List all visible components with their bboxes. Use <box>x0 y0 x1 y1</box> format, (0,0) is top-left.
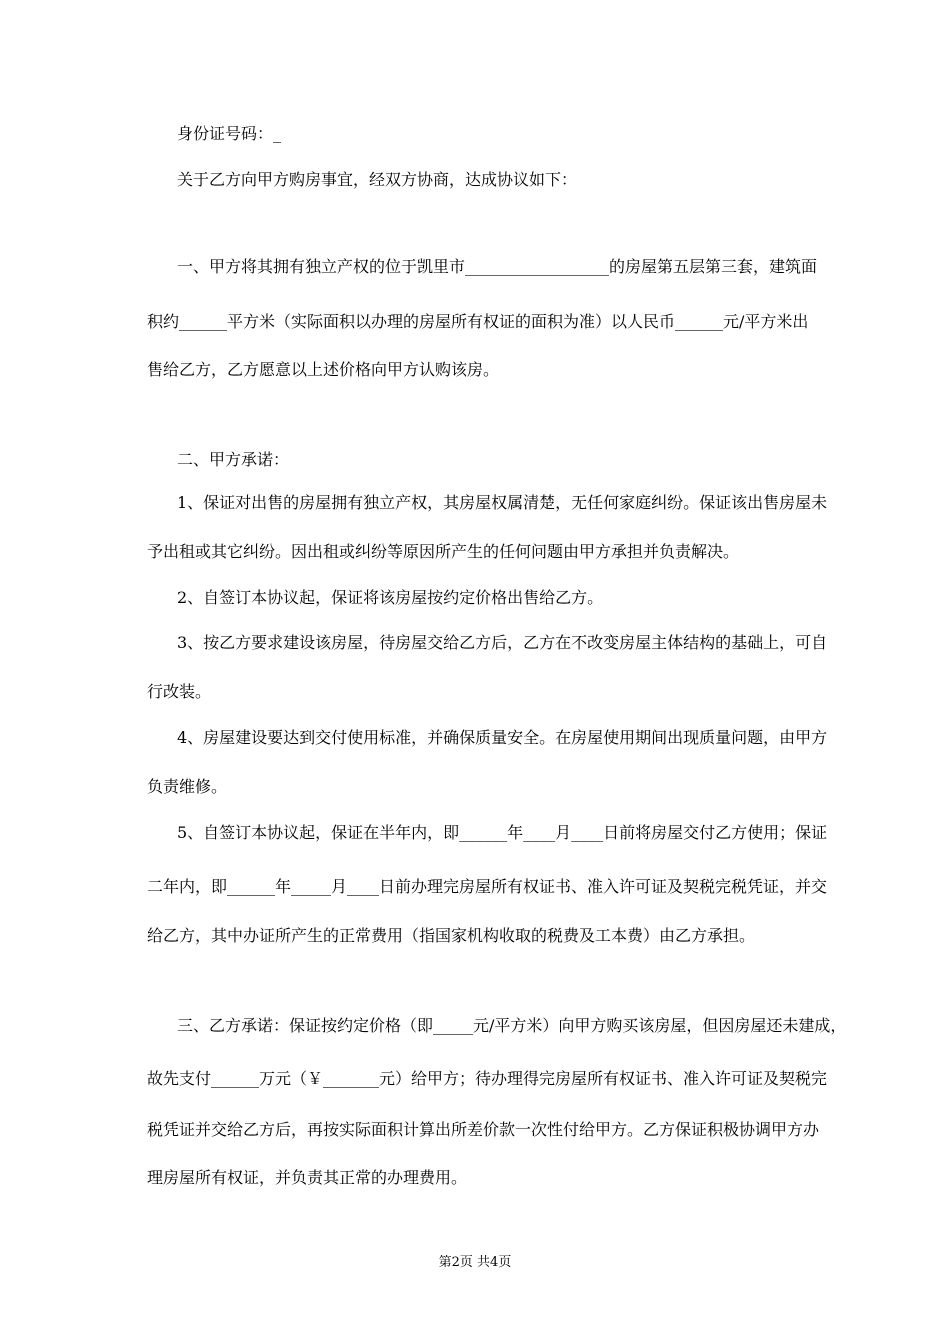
clause-3-line-3: 税凭证并交给乙方后，再按实际面积计算出所差价款一次性付给甲方。乙方保证积极协调甲方办 <box>147 1120 820 1139</box>
clause-2-item-4-line-2: 负责维修。 <box>147 777 228 796</box>
clause-1-line-3: 售给乙方，乙方愿意以上述价格向甲方认购该房。 <box>147 360 500 379</box>
clause-3-line-4: 理房屋所有权证，并负责其正常的办理费用。 <box>147 1168 468 1187</box>
clause-2-item-5-line-2: 二年内，即______年_____月____日前办理完房屋所有权证书、准入许可证及契税完税凭证，并交 <box>147 877 828 896</box>
clause-2-item-5-line-1: 5、自签订本协议起，保证在半年内，即______年____月____日前将房屋交付乙方使用；保证 <box>177 823 828 842</box>
clause-2-item-4-line-1: 4、房屋建设要达到交付使用标准，并确保质量安全。在房屋使用期间出现质量问题，由甲方 <box>177 728 828 747</box>
id-number-line: 身份证号码：_ <box>177 124 282 143</box>
clause-1-line-1: 一、甲方将其拥有独立产权的位于凯里市__________________的房屋第五层第三套，建筑面 <box>177 257 818 276</box>
clause-2-item-1-line-1: 1、保证对出售的房屋拥有独立产权，其房屋权属清楚，无任何家庭纠纷。保证该出售房屋未 <box>177 493 828 512</box>
clause-2-heading: 二、甲方承诺： <box>177 450 290 469</box>
clause-2-item-1-line-2: 予出租或其它纠纷。因出租或纠纷等原因所产生的任何问题由甲方承担并负责解决。 <box>147 542 740 561</box>
intro-line: 关于乙方向甲方购房事宜，经双方协商，达成协议如下： <box>177 170 578 189</box>
clause-3-line-2: 故先支付______万元（￥_______元）给甲方；待办理得完房屋所有权证书、准入许可证及契税完 <box>147 1069 828 1088</box>
page-number-footer: 第2页 共4页 <box>438 1255 512 1270</box>
clause-2-item-2: 2、自签订本协议起，保证将该房屋按约定价格出售给乙方。 <box>177 588 604 607</box>
clause-2-item-3-line-2: 行改装。 <box>147 682 212 701</box>
clause-1-line-2: 积约______平方米（实际面积以办理的房屋所有权证的面积为准）以人民币______元/平方米出 <box>147 312 809 331</box>
clause-2-item-3-line-1: 3、按乙方要求建设该房屋，待房屋交给乙方后，乙方在不改变房屋主体结构的基础上，可自 <box>177 633 828 652</box>
clause-3-line-1: 三、乙方承诺：保证按约定价格（即_____元/平方米）向甲方购买该房屋，但因房屋还未建成， <box>177 1016 847 1035</box>
clause-2-item-5-line-3: 给乙方，其中办证所产生的正常费用（指国家机构收取的税费及工本费）由乙方承担。 <box>147 926 756 945</box>
